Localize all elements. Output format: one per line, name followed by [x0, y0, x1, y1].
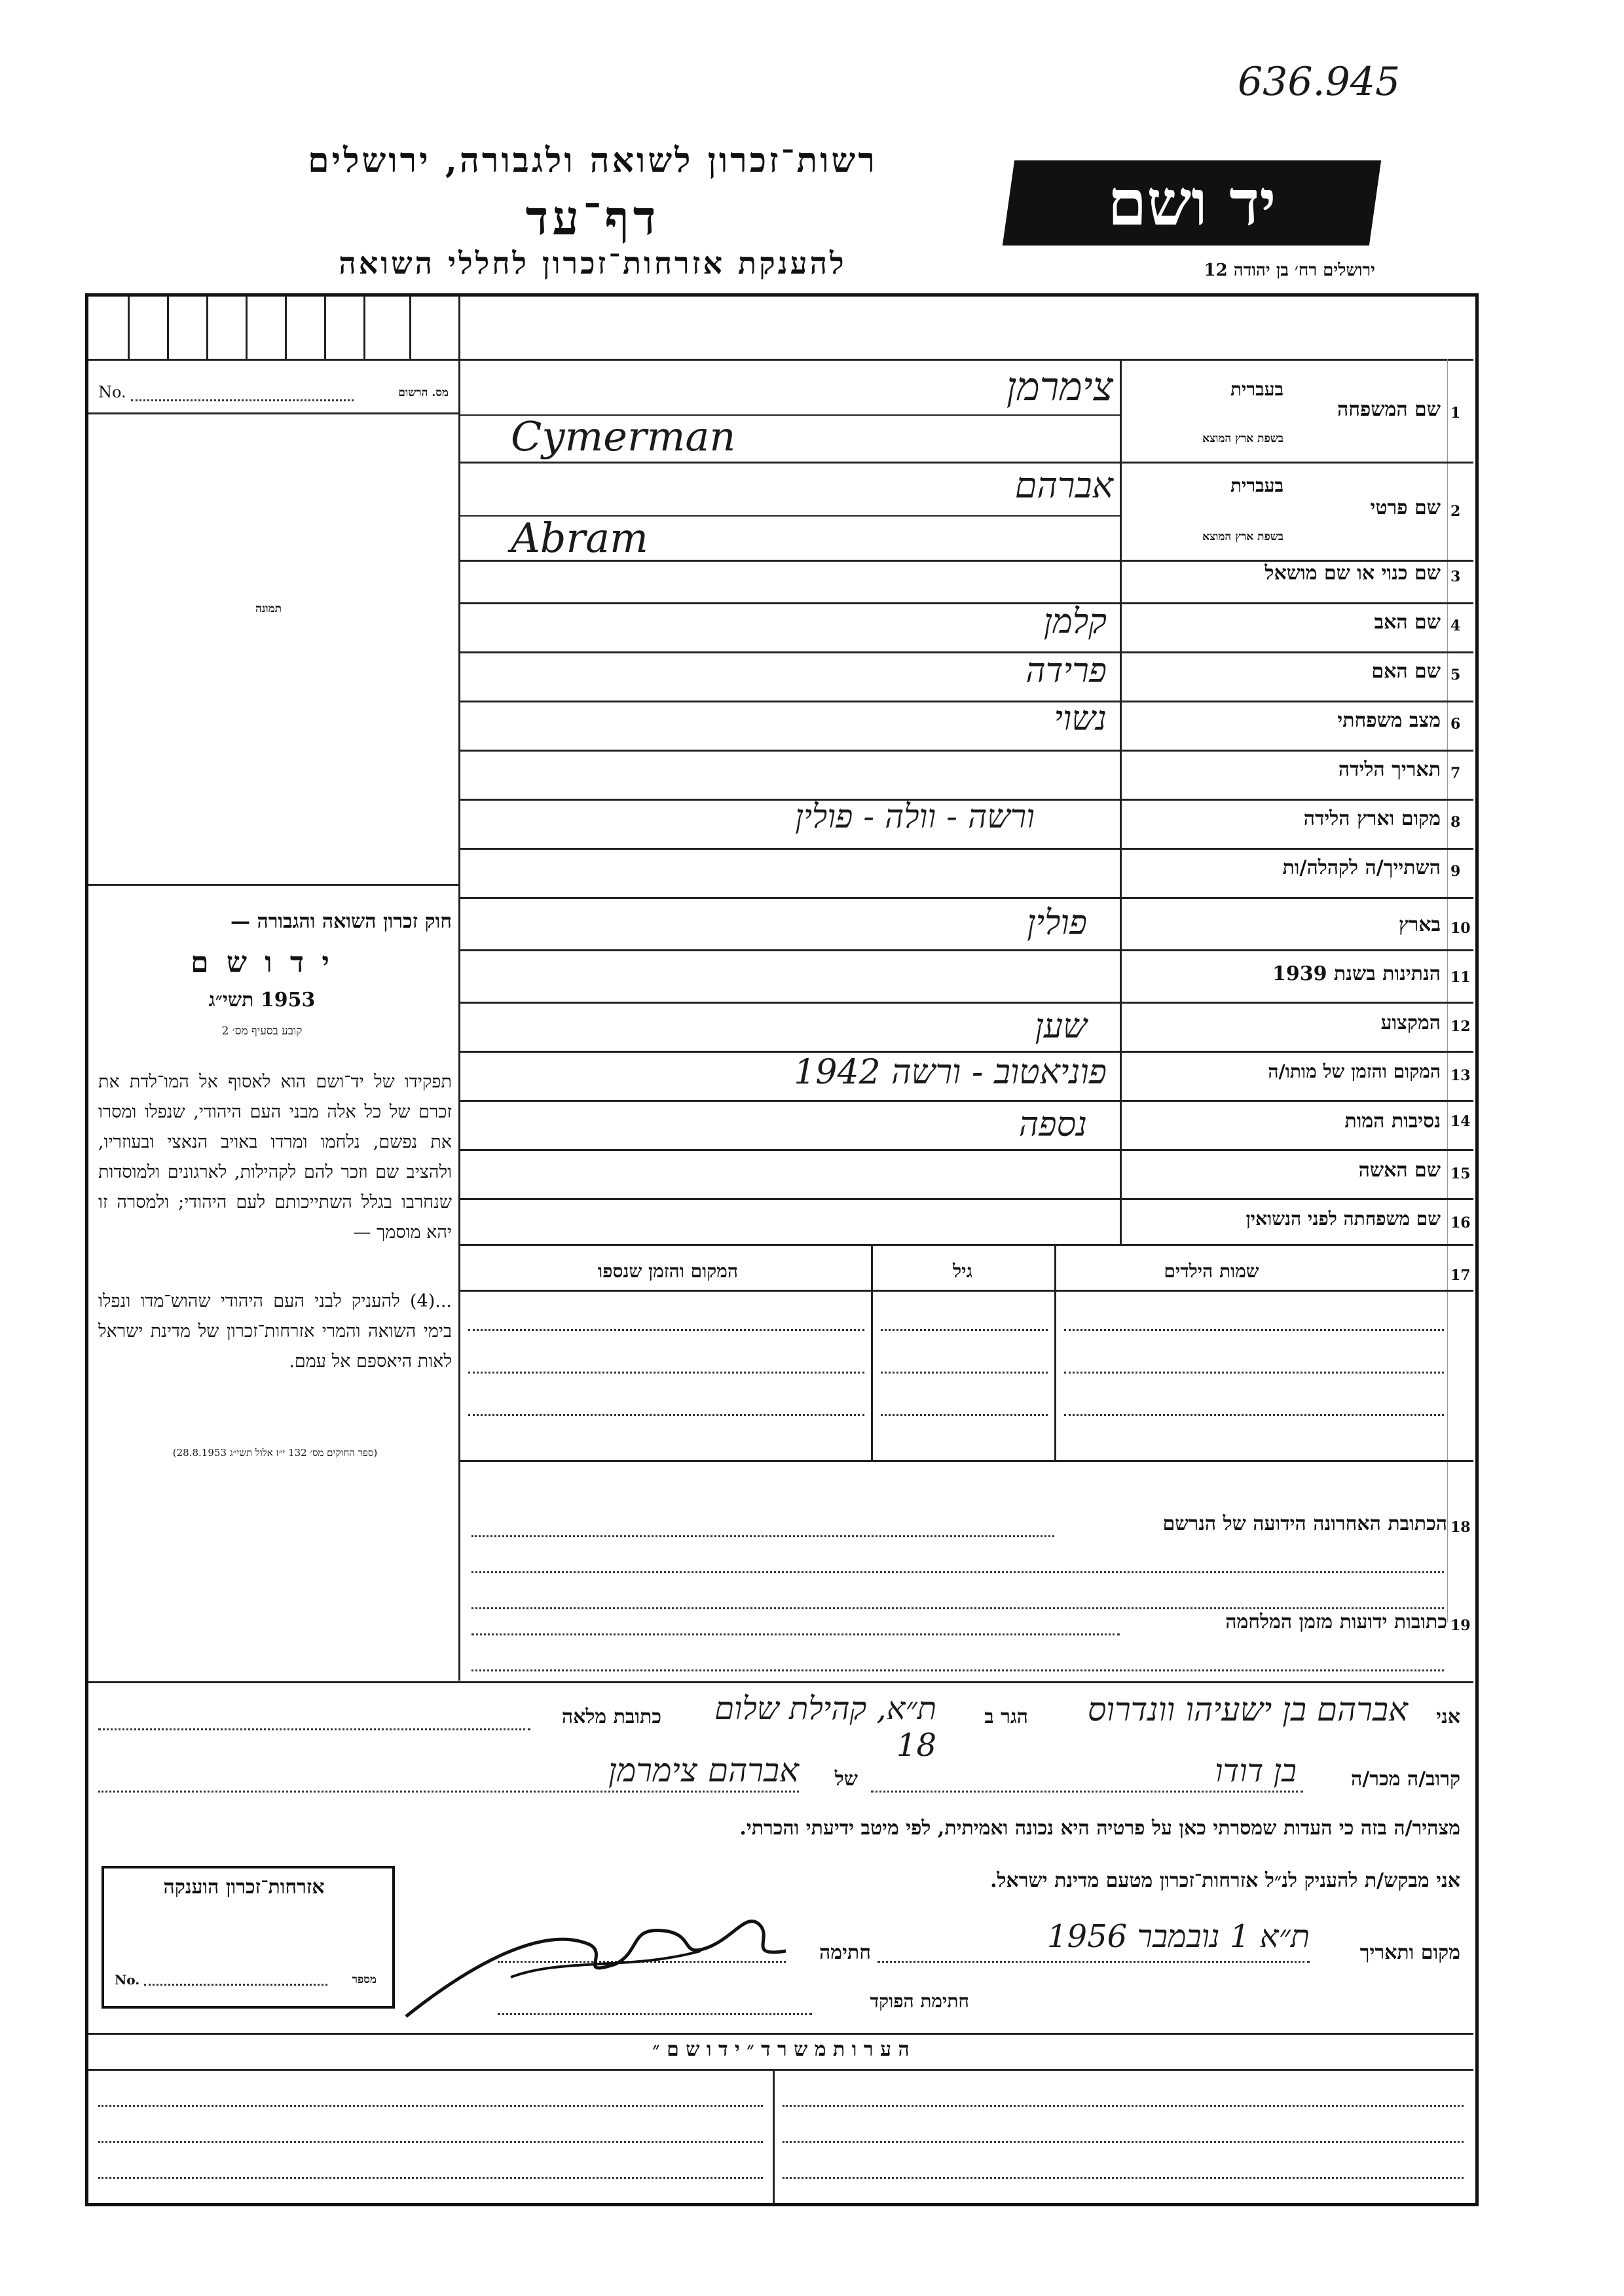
field-10-label: בארץ	[1398, 913, 1441, 936]
field-18-num: 18	[1450, 1519, 1471, 1536]
field-9-label: השתייך/ה לקהלה/ות	[1282, 856, 1441, 879]
field-1-value-latin: Cymerman	[511, 412, 736, 460]
law-title: חוק זכרון השואה והגבורה —	[231, 910, 452, 933]
decl-relation: בן דודו	[1215, 1753, 1297, 1789]
authority-name: רשות־זכרון לשואה ולגבורה, ירושלים	[308, 141, 877, 181]
law-year: 1953 תשי״ג	[208, 989, 316, 1011]
field-18-label: הכתובת האחרונה הידועה של הנרשם	[1162, 1512, 1447, 1535]
field-3-label: שם כנוי או שם מושאל	[1264, 562, 1441, 585]
decl-address-label: כתובת מלאה	[561, 1705, 661, 1728]
field-14-label: נסיבות המות	[1344, 1110, 1441, 1133]
field-1-value-he: צימרמן	[1006, 364, 1113, 410]
field-6-label: מצב משפחתי	[1337, 709, 1441, 732]
address: ירושלים רח׳ בן יהודה 12	[1204, 261, 1375, 280]
field-6-value: נשוי	[1054, 699, 1107, 738]
field-16-label: שם משפחתה לפני הנשואין	[1246, 1208, 1441, 1230]
law-clause: קובע בסעיף מס׳ 2	[221, 1025, 303, 1038]
decl-deceased-name: אברהם צימרמן	[608, 1751, 799, 1789]
law-text: תפקידו של יד־ושם הוא לאסוף אל המו־לדת את זכרם של כל אלה מבני העם היהודי, שנפלו ומסרו את נפשם, נלחמו ומרדו באויב הנאצי ובעוזריו, ולהציב שם וזכר להם לקהילות, לארגונים ולמוסדות שנחרבו בגלל השתייכותם לעם היהודי; ולמסרה זו יהא מוסמך —	[98, 1072, 452, 1243]
field-4-num: 4	[1450, 617, 1461, 634]
field-11-label: הנתינות בשנת 1939	[1272, 962, 1441, 985]
stamp-no-en: No.	[115, 1972, 140, 1988]
serial-number: 636.945	[1238, 59, 1401, 105]
field-19-label: כתובות ידועות מזמן המלחמה	[1225, 1611, 1447, 1633]
field-12-num: 12	[1450, 1018, 1471, 1035]
field-14-value: נספה	[1018, 1105, 1087, 1144]
field-12-value: שען	[1035, 1007, 1087, 1046]
field-1-sub2: בשפת ארץ המוצא	[1202, 432, 1283, 445]
field-5-num: 5	[1450, 666, 1461, 683]
children-col-place: המקום והזמן שנספו	[598, 1260, 738, 1282]
field-14-num: 14	[1450, 1113, 1471, 1130]
field-10-num: 10	[1450, 920, 1471, 937]
field-2-value-latin: Abram	[511, 514, 648, 562]
field-4-label: שם האב	[1374, 611, 1441, 634]
decl-address: ת״א, קהילת שלום 18	[714, 1690, 936, 1764]
field-6-num: 6	[1450, 716, 1461, 733]
field-15-label: שם האשה	[1358, 1159, 1441, 1182]
decl-request: אני מבקש/ת להעניק לנ״ל אזרחות־זכרון מטעם מדינת ישראל.	[990, 1869, 1460, 1892]
field-8-num: 8	[1450, 814, 1461, 831]
field-2-sub1: בעברית	[1230, 475, 1283, 496]
field-2-sub2: בשפת ארץ המוצא	[1202, 530, 1283, 543]
decl-resident-label: הגר ב	[984, 1705, 1028, 1728]
stamp-no-he: מספר	[352, 1973, 377, 1986]
form-title: דף־עד	[525, 190, 660, 246]
field-13-num: 13	[1450, 1067, 1471, 1084]
field-2-value-he: אברהם	[1014, 465, 1113, 506]
decl-prefix: אני	[1436, 1705, 1460, 1728]
field-9-num: 9	[1450, 863, 1461, 880]
field-13-label: המקום והזמן של מותו/ה	[1268, 1061, 1441, 1082]
field-7-num: 7	[1450, 765, 1461, 782]
field-8-value: ורשה - וולה - פולין	[795, 797, 1035, 835]
children-col-names: שמות הילדים	[1164, 1260, 1259, 1282]
field-1-label: שם המשפחה	[1337, 398, 1441, 421]
children-col-age: גיל	[953, 1260, 972, 1282]
field-8-label: מקום וארץ הלידה	[1303, 807, 1441, 830]
field-2-label: שם פרטי	[1370, 496, 1441, 519]
field-17-num: 17	[1450, 1267, 1471, 1284]
photo-label: תמונה	[255, 602, 282, 615]
office-notes-title: ה ע ר ו ת מ ש ר ד ״ י ד ו ש ם ״	[652, 2038, 910, 2061]
officer-signature-label: חתימת הפוקד	[870, 1990, 969, 2012]
place-date-label: מקום ותאריך	[1359, 1941, 1460, 1964]
field-4-value: קלמן	[1043, 602, 1107, 642]
place-date-value: ת״א 1 נובמבר 1956	[1047, 1918, 1310, 1955]
reg-no-label: מס. הרשום	[398, 386, 449, 399]
law-text-2: ...(4) להעניק לבני העם היהודי שהוש־מדו ונפלו בימי השואה והמרי אזרחות־זכרון של מדינת ישראל לאות היאספם אל עמם.	[98, 1291, 452, 1372]
field-1-num: 1	[1450, 405, 1461, 422]
field-5-label: שם האם	[1371, 660, 1441, 683]
field-19-num: 19	[1450, 1617, 1471, 1634]
field-2-num: 2	[1450, 503, 1461, 520]
field-13-value: פוניאטוב - ורשה 1942	[794, 1053, 1107, 1092]
field-7-label: תאריך הלידה	[1338, 758, 1441, 781]
law-source: (ספר החוקים מס׳ 132 י״ז אלול תשי״ג 28.8.1953)	[172, 1447, 378, 1459]
law-name: י ד ו ש ם	[191, 946, 333, 979]
field-11-num: 11	[1450, 969, 1471, 986]
decl-relation-label: קרוב/ה מכר/ה	[1351, 1768, 1460, 1791]
logo-text: יד ושם	[1107, 166, 1276, 240]
decl-name: אברהם בן ישעיהו וונדרוס	[1087, 1690, 1408, 1728]
field-5-value: פרידה	[1025, 651, 1107, 691]
field-10-value: פולין	[1027, 903, 1087, 943]
stamp-title: אזרחות־זכרון הוענקה	[163, 1876, 325, 1899]
field-15-num: 15	[1450, 1165, 1471, 1182]
field-12-label: המקצוע	[1380, 1011, 1441, 1034]
decl-of-label: של	[834, 1768, 858, 1791]
field-1-sub1: בעברית	[1230, 378, 1283, 400]
field-3-num: 3	[1450, 568, 1461, 585]
reg-no-en: No.	[98, 383, 126, 401]
signature-label: חתימה	[819, 1941, 871, 1964]
decl-statement: מצהיר/ה בזה כי העדות שמסרתי כאן על פרטיה היא נכונה ואמיתית, לפי מיטב ידיעתי והכרתי.	[739, 1817, 1460, 1840]
form-subtitle: להענקת אזרחות־זכרון לחללי השואה	[339, 246, 847, 281]
field-16-num: 16	[1450, 1214, 1471, 1231]
